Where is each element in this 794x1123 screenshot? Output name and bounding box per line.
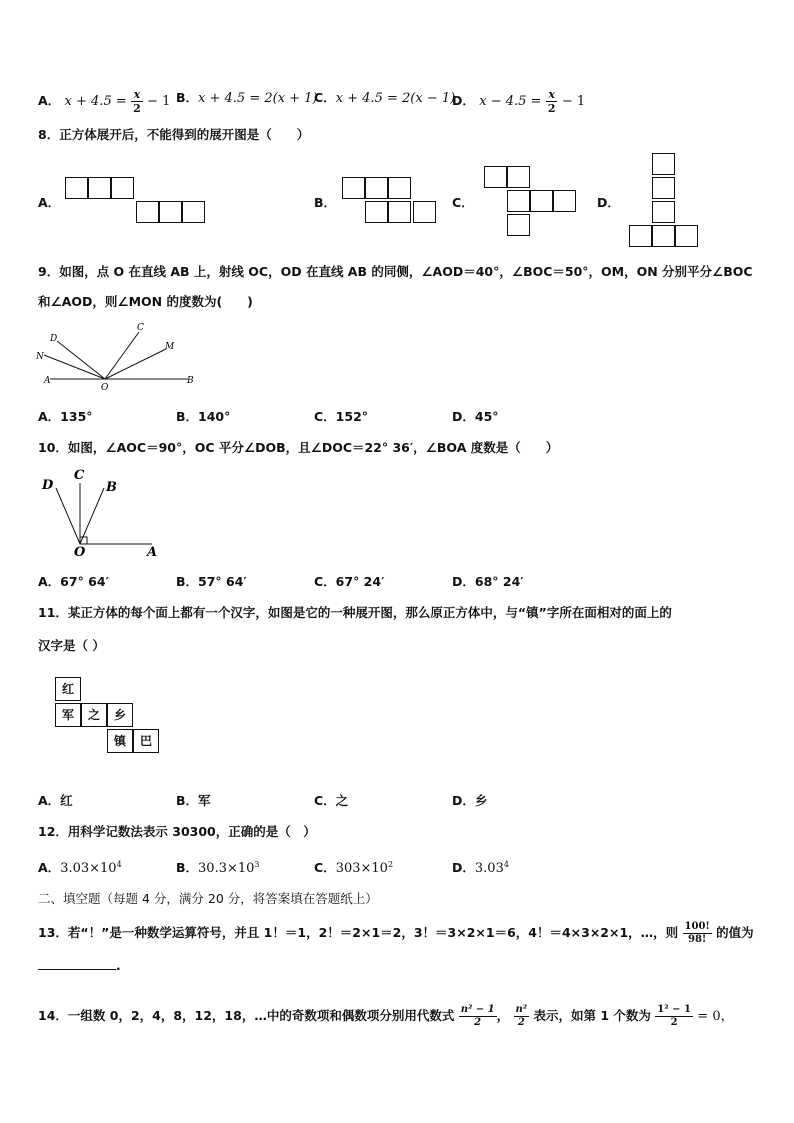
fraction-first: $\frac{\text{1² − 1}}{2}$: [657, 1004, 691, 1028]
q11-option-c: C．之: [314, 793, 349, 808]
fraction: $\frac{x}{2}$: [133, 88, 141, 115]
label-a: A: [147, 545, 158, 559]
answer-line: [38, 959, 116, 970]
ray-oc: [105, 332, 139, 379]
q7-option-b: B．x + 4.5 = 2(x + 1): [176, 90, 318, 106]
q8-option-b-label: B．: [314, 195, 337, 210]
q12-option-b: B．$30.3\times 10^3$: [176, 859, 260, 876]
fraction-odd: $\frac{\text{n² − 1}}{2}$: [460, 1004, 495, 1028]
q13-answer-blank: .: [38, 958, 121, 973]
q7-option-a: [38, 88, 170, 115]
q11-option-d: D．乡: [452, 793, 488, 808]
section-title: 二、填空题（每题 4 分，满分 20 分，将答案填在答题纸上）: [38, 891, 378, 906]
q13-stem: 13．若“！”是一种数学运算符号，并且 1！＝1，2！＝2×1＝2，3！＝3×2×1＝6，4！＝4×3×2×1，…，则 $\frac{100!}{98!}$ 的值为: [38, 921, 754, 945]
net-cell-xiang: 乡: [107, 703, 133, 727]
label-a: A: [44, 376, 51, 386]
label-c: C: [74, 468, 85, 483]
net-cell-ba: 巴: [133, 729, 159, 753]
label-d: D: [50, 334, 58, 344]
ray-om: [105, 349, 166, 379]
label-d: D: [42, 478, 54, 493]
net-cell-jun: 军: [55, 703, 81, 727]
q10-stem: 10．如图，∠AOC＝90°，OC 平分∠DOB，且∠DOC＝22° 36′，∠BOA 度数是（ ）: [38, 440, 559, 455]
q10-option-a: A．67° 64′: [38, 574, 109, 589]
q11-stem-line2: 汉字是（ ）: [38, 638, 105, 653]
q12-option-c: C．$303\times 10^2$: [314, 859, 394, 876]
q11-option-b: B．军: [176, 793, 211, 808]
ray-od: [56, 488, 80, 544]
q10-option-c: C．67° 24′: [314, 574, 385, 589]
ray-od: [57, 341, 105, 379]
q8-option-a-label: A．: [38, 195, 61, 210]
q9-stem-line1: 9．如图，点 O 在直线 AB 上，射线 OC，OD 在直线 AB 的同侧，∠AOD＝40°，∠BOC＝50°，OM，ON 分别平分∠BOC: [38, 264, 753, 279]
q10-option-b: B．57° 64′: [176, 574, 247, 589]
q11-stem-line1: 11．某正方体的每个面上都有一个汉字，如图是它的一种展开图，那么原正方体中，与“镇”字所在面相对的面上的: [38, 605, 672, 620]
q7-option-d: D． x − 4.5 = $\frac{x}{2}$ − 1: [452, 88, 586, 115]
q9-option-a: A．135°: [38, 409, 93, 424]
q12-stem: 12．用科学记数法表示 30300，正确的是（ ）: [38, 824, 316, 839]
label-o: O: [101, 383, 109, 392]
q7-option-c: C．x + 4.5 = 2(x − 1): [314, 90, 456, 106]
q9-option-c: C．152°: [314, 409, 369, 424]
q12-option-a: A．$3.03\times 10^4$: [38, 859, 122, 876]
net-cell-zhen: 镇: [107, 729, 133, 753]
ray-ob: [80, 488, 104, 544]
q10-figure: [36, 463, 166, 559]
label-b: B: [187, 376, 194, 386]
ray-on: [44, 355, 105, 379]
equation-left: x + 4.5 =: [64, 94, 127, 109]
label-o: O: [74, 545, 86, 559]
q9-stem-line2: 和∠AOD，则∠MON 的度数为( ): [38, 294, 253, 309]
label-c: C: [137, 323, 144, 333]
net-cell-zhi: 之: [81, 703, 107, 727]
label-n: N: [36, 352, 44, 362]
q14-stem: 14．一组数 0，2，4，8，12，18，…中的奇数项和偶数项分别用代数式 $\frac{\text{n² − 1}}{2}$ ， $\frac{\text{n²}}{2}$ 表示，如第 1 个数为 $\frac{\text{1² − 1}}{2}$ = 0，: [38, 1004, 734, 1028]
q9-option-d: D．45°: [452, 409, 499, 424]
q8-option-c-label: C．: [452, 195, 474, 210]
label-m: M: [165, 342, 175, 352]
label-b: B: [106, 480, 117, 495]
fraction-even: $\frac{\text{n²}}{2}$: [515, 1004, 528, 1028]
equation-right: − 1: [147, 94, 171, 109]
q9-figure: [36, 318, 206, 392]
net-cell-hong: 红: [55, 677, 81, 701]
q8-stem: 8．正方体展开后，不能得到的展开图是（ ）: [38, 127, 310, 142]
q11-option-a: A．红: [38, 793, 73, 808]
option-label: A．: [38, 93, 61, 108]
equation: x + 4.5 = 2(x + 1): [198, 91, 318, 106]
fraction-factorial: $\frac{100!}{98!}$: [684, 921, 710, 945]
q12-option-d: D．3.03$^4$: [452, 859, 509, 876]
equation: x + 4.5 = 2(x − 1): [335, 91, 456, 106]
q9-option-b: B．140°: [176, 409, 231, 424]
q8-option-d-label: D．: [597, 195, 620, 210]
q10-option-d: D．68° 24′: [452, 574, 524, 589]
